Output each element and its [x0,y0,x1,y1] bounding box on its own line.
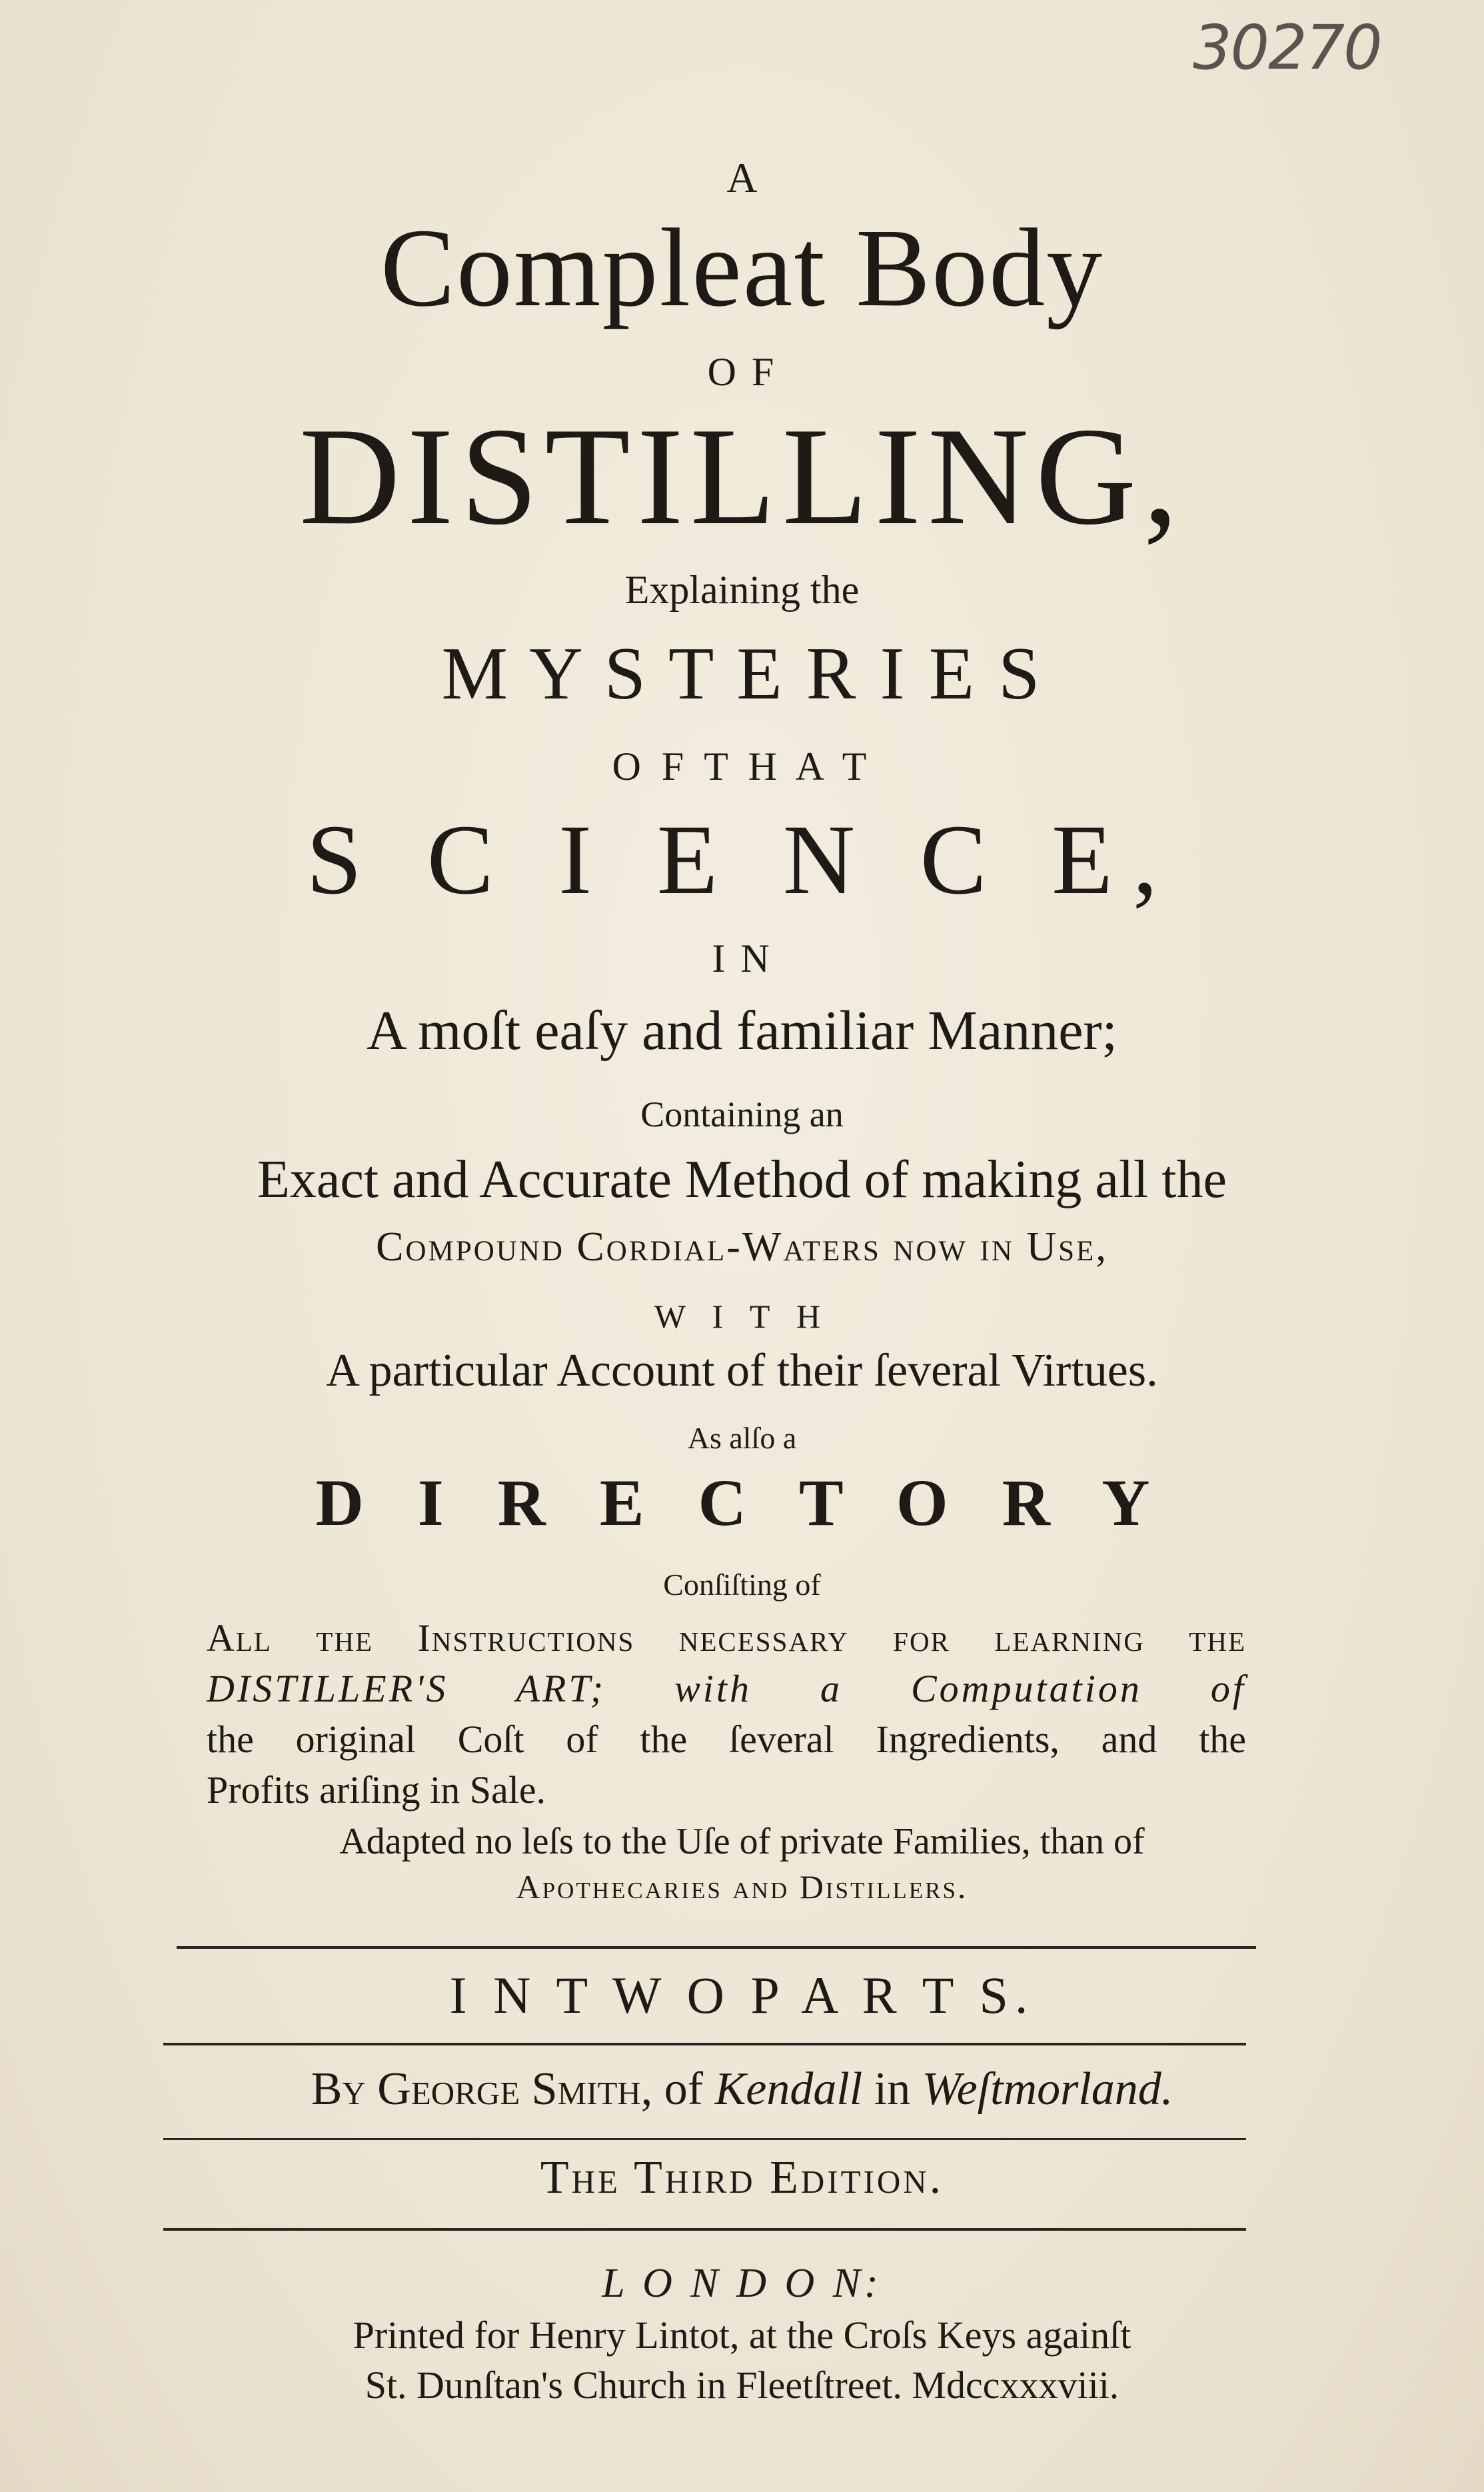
imprint-city: L O N D O N: [602,2261,882,2306]
imprint-printer: Printed for Henry Lintot, at the Croſs Keys againſt [353,2313,1131,2357]
title-explaining: Explaining the [624,568,860,612]
rule-divider [163,2228,1246,2231]
title-of-that: O F T H A T [612,744,872,788]
title-compound-waters: Compound Cordial-Waters now in Uſe, [376,1224,1108,1270]
author-name: By George Smith, [311,2063,653,2115]
in-two-parts: I N T W O P A R T S. [449,1966,1035,2024]
title-particular-account: A particular Account of their ſeveral Virtues. [326,1345,1158,1396]
title-with: W I T H [654,1298,830,1335]
title-science: S C I E N C E, [306,804,1178,915]
rule-divider [177,1946,1256,1949]
author-line [0,2063,1484,2115]
instructions-line: Profits ariſing in Sale. [207,1768,546,1812]
title-of: O F [707,350,777,394]
title-containing: Containing an [640,1094,844,1134]
adapted-line-2: Apothecaries and Distillers. [516,1868,968,1905]
rule-divider [163,2043,1246,2045]
author-of: of [664,2063,704,2115]
title-consisting: Conſiſting of [663,1568,821,1602]
title-exact-method: Exact and Accurate Method of making all the [257,1150,1227,1209]
title-article: A [726,154,758,201]
shelfmark-number: 30270 [1193,12,1381,83]
title-as-also: As alſo a [687,1421,797,1455]
author-county: Weſtmorland. [922,2063,1173,2115]
instructions-line: DISTILLER'S ART; with a Computation of [207,1667,1246,1710]
instructions-line: the original Coſt of the ſeveral Ingredients, and the [207,1718,1246,1761]
author-in: in [874,2063,911,2115]
title-compleat-body: Compleat Body [380,206,1104,330]
author-town: Kendall [714,2063,863,2115]
title-in: I N [712,936,772,980]
title-distilling: DISTILLING, [299,399,1185,554]
title-manner: A moſt eaſy and familiar Manner; [367,1000,1117,1062]
adapted-line-1: Adapted no leſs to the Uſe of private Families, than of [339,1821,1145,1862]
rule-divider [163,2138,1246,2140]
title-mysteries: M Y S T E R I E S [441,632,1043,715]
instructions-paragraph [207,1613,1246,1816]
instructions-line: All the Instructions neceſſary for learning the [207,1616,1246,1660]
edition-statement: The Third Edition. [540,2152,944,2203]
title-directory: D I R E C T O R Y [315,1466,1169,1540]
imprint-location: St. Dunſtan's Church in Fleetſtreet. Mdccxxxviii. [365,2363,1119,2407]
